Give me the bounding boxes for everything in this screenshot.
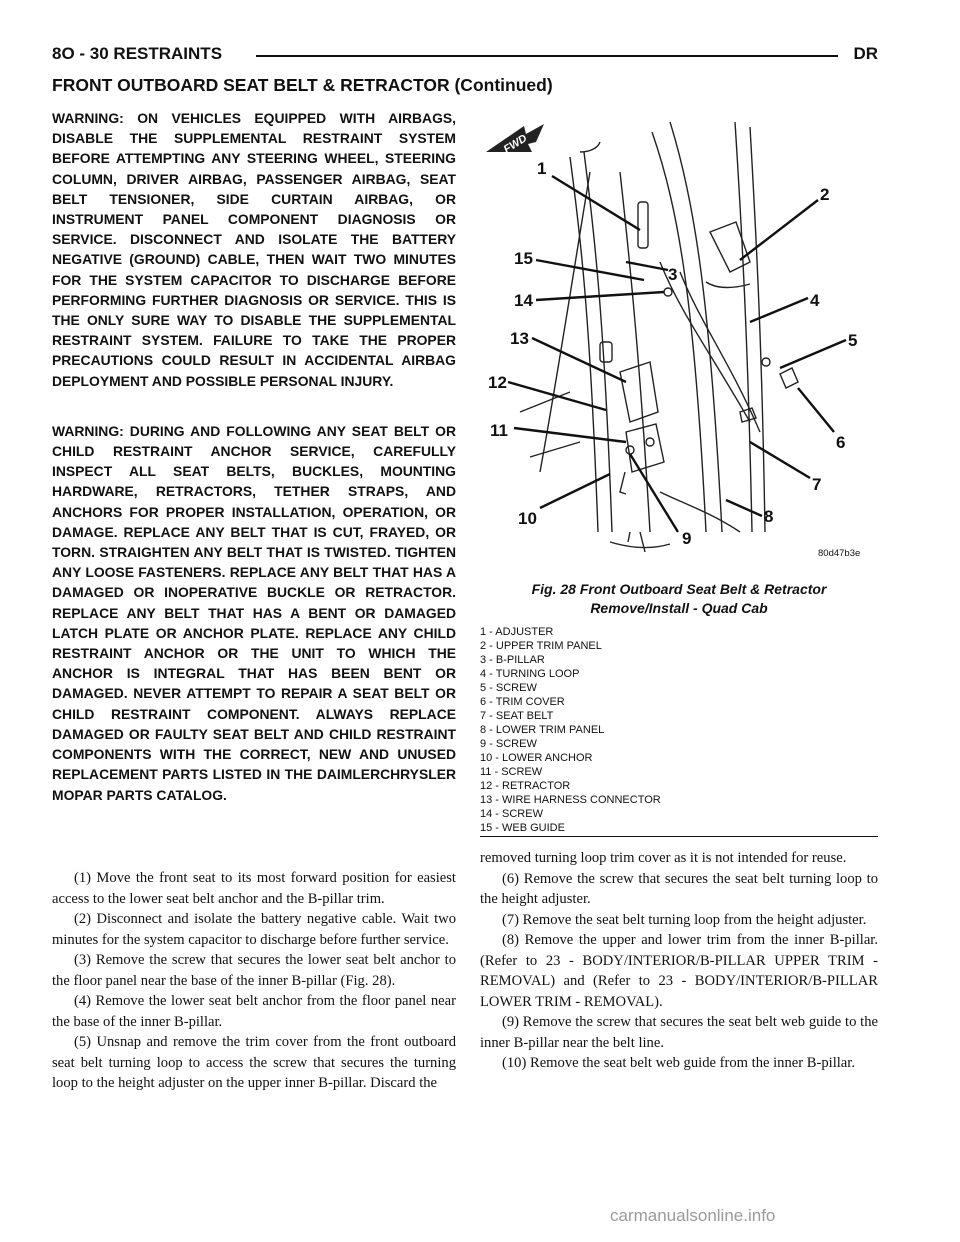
step-3: (3) Remove the screw that secures the lower seat belt anchor to the floor panel near the base of the inner B-pillar (Fig. 28). — [52, 952, 456, 989]
callout-15: 15 — [514, 249, 533, 268]
caption-line-1: Fig. 28 Front Outboard Seat Belt & Retractor — [531, 581, 827, 597]
step-4: (4) Remove the lower seat belt anchor from the floor panel near the base of the inner B-pillar. — [52, 993, 456, 1030]
legend-item: 7 - SEAT BELT — [480, 710, 554, 722]
procedure-steps-right — [480, 848, 878, 1074]
callout-5: 5 — [848, 331, 858, 350]
page-number-section: 8O - 30 RESTRAINTS — [52, 44, 223, 63]
callout-9: 9 — [682, 529, 692, 548]
legend-item: 10 - LOWER ANCHOR — [480, 752, 593, 764]
legend-item: 2 - UPPER TRIM PANEL — [480, 640, 602, 652]
legend-item: 5 - SCREW — [480, 682, 537, 694]
legend-item: 6 - TRIM COVER — [480, 696, 565, 708]
step-10: (10) Remove the seat belt web guide from the inner B-pillar. — [502, 1055, 855, 1071]
legend-item: 12 - RETRACTOR — [480, 780, 571, 792]
legend-item: 15 - WEB GUIDE — [480, 822, 565, 834]
warning-airbag: WARNING: ON VEHICLES EQUIPPED WITH AIRBAGS, DISABLE THE SUPPLEMENTAL RESTRAINT SYSTEM BEFORE ATTEMPTING ANY STEERING WHEEL, STEERING COLUMN, DRIVER AIRBAG, PASSENGER AIRBAG, SEAT BELT TENSIONER, SIDE CURTAIN AIRBAG, OR INSTRUMENT PANEL COMPONENT DIAGNOSIS OR SERVICE. DISCONNECT AND ISOLATE THE BATTERY NEGATIVE (GROUND) CABLE, THEN WAIT TWO MINUTES FOR THE SYSTEM CAPACITOR TO DISCHARGE BEFORE PERFORMING FURTHER DIAGNOSIS OR SERVICE. THIS IS THE ONLY SURE WAY TO DISABLE THE SUPPLEMENTAL RESTRAINT SYSTEM. FAILURE TO TAKE THE PROPER PRECAUTIONS COULD RESULT IN ACCIDENTAL AIRBAG DEPLOYMENT AND POSSIBLE PERSONAL INJURY. — [52, 110, 456, 389]
step-8: (8) Remove the upper and lower trim from the inner B-pillar. (Refer to 23 - BODY/INTERIOR/B-PILLAR UPPER TRIM - REMOVAL) and (Refer to 23 - BODY/INTERIOR/B-PILLAR LOWER TRIM - REMOVAL). — [480, 932, 878, 1010]
legend-item: 9 - SCREW — [480, 738, 537, 750]
step-5: (5) Unsnap and remove the trim cover from the front outboard seat belt turning loop to access the screw that secures the turning loop to the height adjuster on the upper inner B-pillar. Discard the — [52, 1034, 456, 1091]
caption-line-2: Remove/Install - Quad Cab — [590, 600, 768, 616]
figure-legend — [480, 625, 878, 835]
section-title: FRONT OUTBOARD SEAT BELT & RETRACTOR (Continued) — [52, 75, 553, 95]
legend-item: 11 - SCREW — [480, 766, 543, 778]
callout-11: 11 — [490, 421, 508, 440]
callout-8: 8 — [764, 507, 774, 526]
step-2: (2) Disconnect and isolate the battery negative cable. Wait two minutes for the system capacitor to discharge before further service. — [52, 911, 456, 948]
callout-4: 4 — [810, 291, 820, 310]
step-1: (1) Move the front seat to its most forward position for easiest access to the lower seat belt anchor and the B-pillar trim. — [52, 870, 456, 907]
callout-numbers — [488, 159, 857, 548]
fwd-arrow-icon — [486, 124, 544, 156]
legend-item: 4 - TURNING LOOP — [480, 668, 580, 680]
callout-3: 3 — [668, 265, 678, 284]
callout-10: 10 — [518, 509, 537, 528]
legend-item: 14 - SCREW — [480, 808, 543, 820]
callout-2: 2 — [820, 185, 830, 204]
step-5-continued: removed turning loop trim cover as it is not intended for reuse. — [480, 850, 847, 866]
legend-item: 1 - ADJUSTER — [480, 626, 554, 638]
page-header — [52, 44, 878, 70]
figure-caption — [480, 580, 878, 618]
legend-item: 3 - B-PILLAR — [480, 654, 545, 666]
callout-12: 12 — [488, 373, 507, 392]
step-6: (6) Remove the screw that secures the seat belt turning loop to the height adjuster. — [480, 870, 878, 907]
figure-id: 80d47b3e — [818, 548, 861, 559]
legend-divider — [480, 836, 878, 837]
callout-7: 7 — [812, 475, 822, 494]
step-7: (7) Remove the seat belt turning loop from the height adjuster. — [502, 911, 867, 928]
procedure-steps-left — [52, 868, 456, 1094]
seat-belt-diagram — [480, 112, 878, 572]
warnings-column — [52, 108, 456, 805]
model-code: DR — [853, 44, 878, 63]
legend-item: 8 - LOWER TRIM PANEL — [480, 724, 605, 736]
callout-13: 13 — [510, 329, 529, 348]
warning-anchor-service: WARNING: DURING AND FOLLOWING ANY SEAT BELT OR CHILD RESTRAINT ANCHOR SERVICE, CAREFULLY INSPECT ALL SEAT BELTS, BUCKLES, MOUNTING HARDWARE, RETRACTORS, TETHER STRAPS, AND ANCHORS FOR PROPER INSTALLATION, OPERATION, OR DAMAGE. REPLACE ANY BELT THAT IS CUT, FRAYED, OR TORN. STRAIGHTEN ANY BELT THAT IS TWISTED. TIGHTEN ANY LOOSE FASTENERS. REPLACE ANY BELT THAT HAS A DAMAGED OR INOPERATIVE BUCKLE OR RETRACTOR. REPLACE ANY BELT THAT HAS A BENT OR DAMAGED LATCH PLATE OR ANCHOR PLATE. REPLACE ANY CHILD RESTRAINT ANCHOR OR THE UNIT TO WHICH THE ANCHOR IS INTEGRAL THAT HAS BEEN BENT OR DAMAGED. NEVER ATTEMPT TO REPAIR A SEAT BELT OR CHILD RESTRAINT COMPONENT. ALWAYS REPLACE DAMAGED OR FAULTY SEAT BELT AND CHILD RESTRAINT COMPONENTS WITH THE CORRECT, NEW AND UNUSED REPLACEMENT PARTS LISTED IN THE DAIMLERCHRYSLER MOPAR PARTS CATALOG. — [52, 422, 456, 803]
step-9: (9) Remove the screw that secures the seat belt web guide to the inner B-pillar near the belt line. — [480, 1014, 878, 1051]
header-rule — [256, 55, 838, 57]
legend-item: 13 - WIRE HARNESS CONNECTOR — [480, 794, 661, 806]
callout-6: 6 — [836, 433, 846, 452]
callout-1: 1 — [537, 159, 547, 178]
b-pillar-drawing — [520, 122, 798, 552]
fwd-label: FWD — [501, 132, 530, 156]
callout-14: 14 — [514, 291, 533, 310]
watermark: carmanualsonline.info — [610, 1206, 776, 1225]
